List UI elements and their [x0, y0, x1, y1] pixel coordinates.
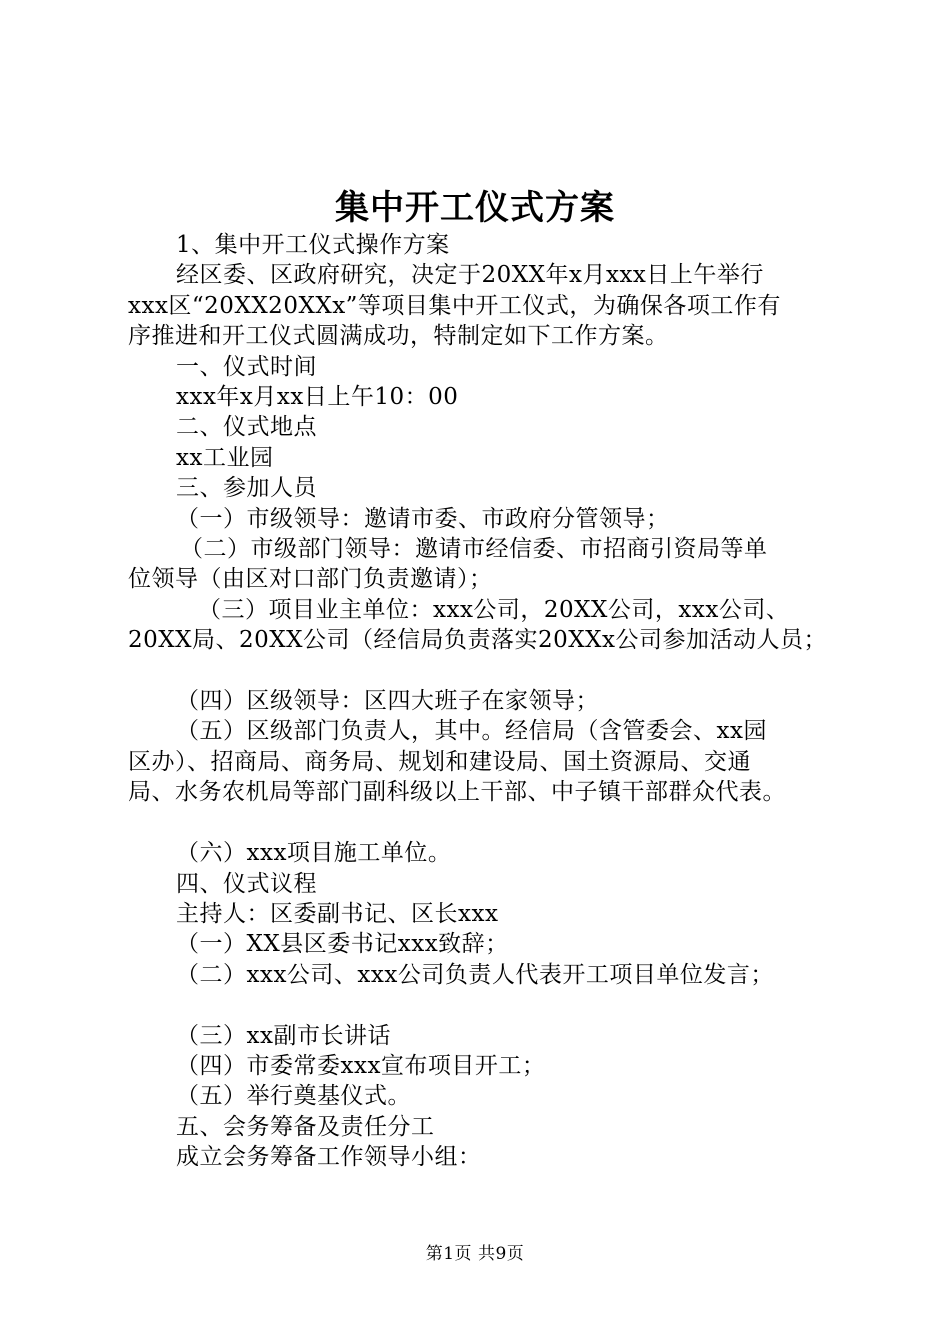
paragraph-line: （四）市委常委xxx宣布项目开工； — [176, 1052, 546, 1079]
section-heading: 二、仪式地点 — [176, 414, 317, 441]
paragraph-line: xx工业园 — [176, 444, 274, 471]
paragraph-line: （四）区级领导：区四大班子在家领导； — [176, 688, 599, 715]
section-heading: 五、会务筹备及责任分工 — [176, 1113, 435, 1140]
paragraph-line: （五）举行奠基仪式。 — [176, 1083, 411, 1110]
paragraph-line: 主持人：区委副书记、区长xxx — [176, 900, 499, 927]
paragraph-line: 成立会务筹备工作领导小组： — [176, 1144, 482, 1171]
paragraph-line: 经区委、区政府研究，决定于20XX年x月xxx日上午举行 — [176, 262, 764, 289]
paragraph-line: 序推进和开工仪式圆满成功，特制定如下工作方案。 — [128, 323, 669, 350]
paragraph-line: 局、水务农机局等部门副科级以上干部、中子镇干部群众代表。 — [128, 779, 786, 806]
section-heading: 四、仪式议程 — [176, 870, 317, 897]
blank-line — [128, 808, 838, 838]
blank-line — [128, 990, 838, 1020]
paragraph-line: （五）区级部门负责人，其中。经信局（含管委会、xx园 — [176, 718, 767, 745]
page-footer: 第1页 共9页 — [425, 1244, 525, 1264]
document-body — [128, 230, 838, 1173]
document-title: 集中开工仪式方案 — [335, 188, 615, 228]
paragraph-line: 1、集中开工仪式操作方案 — [176, 232, 450, 258]
paragraph-line: （一）XX县区委书记xxx致辞； — [176, 931, 509, 958]
paragraph-line: （二）xxx公司、xxx公司负责人代表开工项目单位发言； — [176, 961, 774, 988]
paragraph-line: （三）项目业主单位：xxx公司，20XX公司，xxx公司、 — [198, 596, 790, 623]
paragraph-line: xxx区“20XX20XXx”等项目集中开工仪式，为确保各项工作有 — [128, 292, 781, 319]
paragraph-line: 位领导（由区对口部门负责邀请）； — [128, 566, 493, 593]
section-heading: 一、仪式时间 — [176, 353, 317, 380]
paragraph-line: 区办）、招商局、商务局、规划和建设局、国土资源局、交通 — [128, 748, 751, 775]
paragraph-line: （一）市级领导：邀请市委、市政府分管领导； — [176, 505, 670, 532]
blank-line — [128, 656, 838, 686]
paragraph-line: （六）xxx项目施工单位。 — [176, 840, 452, 867]
paragraph-line: 20XX局、20XX公司（经信局负责落实20XXx公司参加活动人员； — [128, 627, 828, 654]
paragraph-line: （二）市级部门领导：邀请市经信委、市招商引资局等单 — [180, 536, 768, 563]
section-heading: 三、参加人员 — [176, 475, 317, 502]
paragraph-line: xxx年x月xx日上午10：00 — [176, 384, 459, 411]
paragraph-line: （三）xx副市长讲话 — [176, 1022, 391, 1049]
